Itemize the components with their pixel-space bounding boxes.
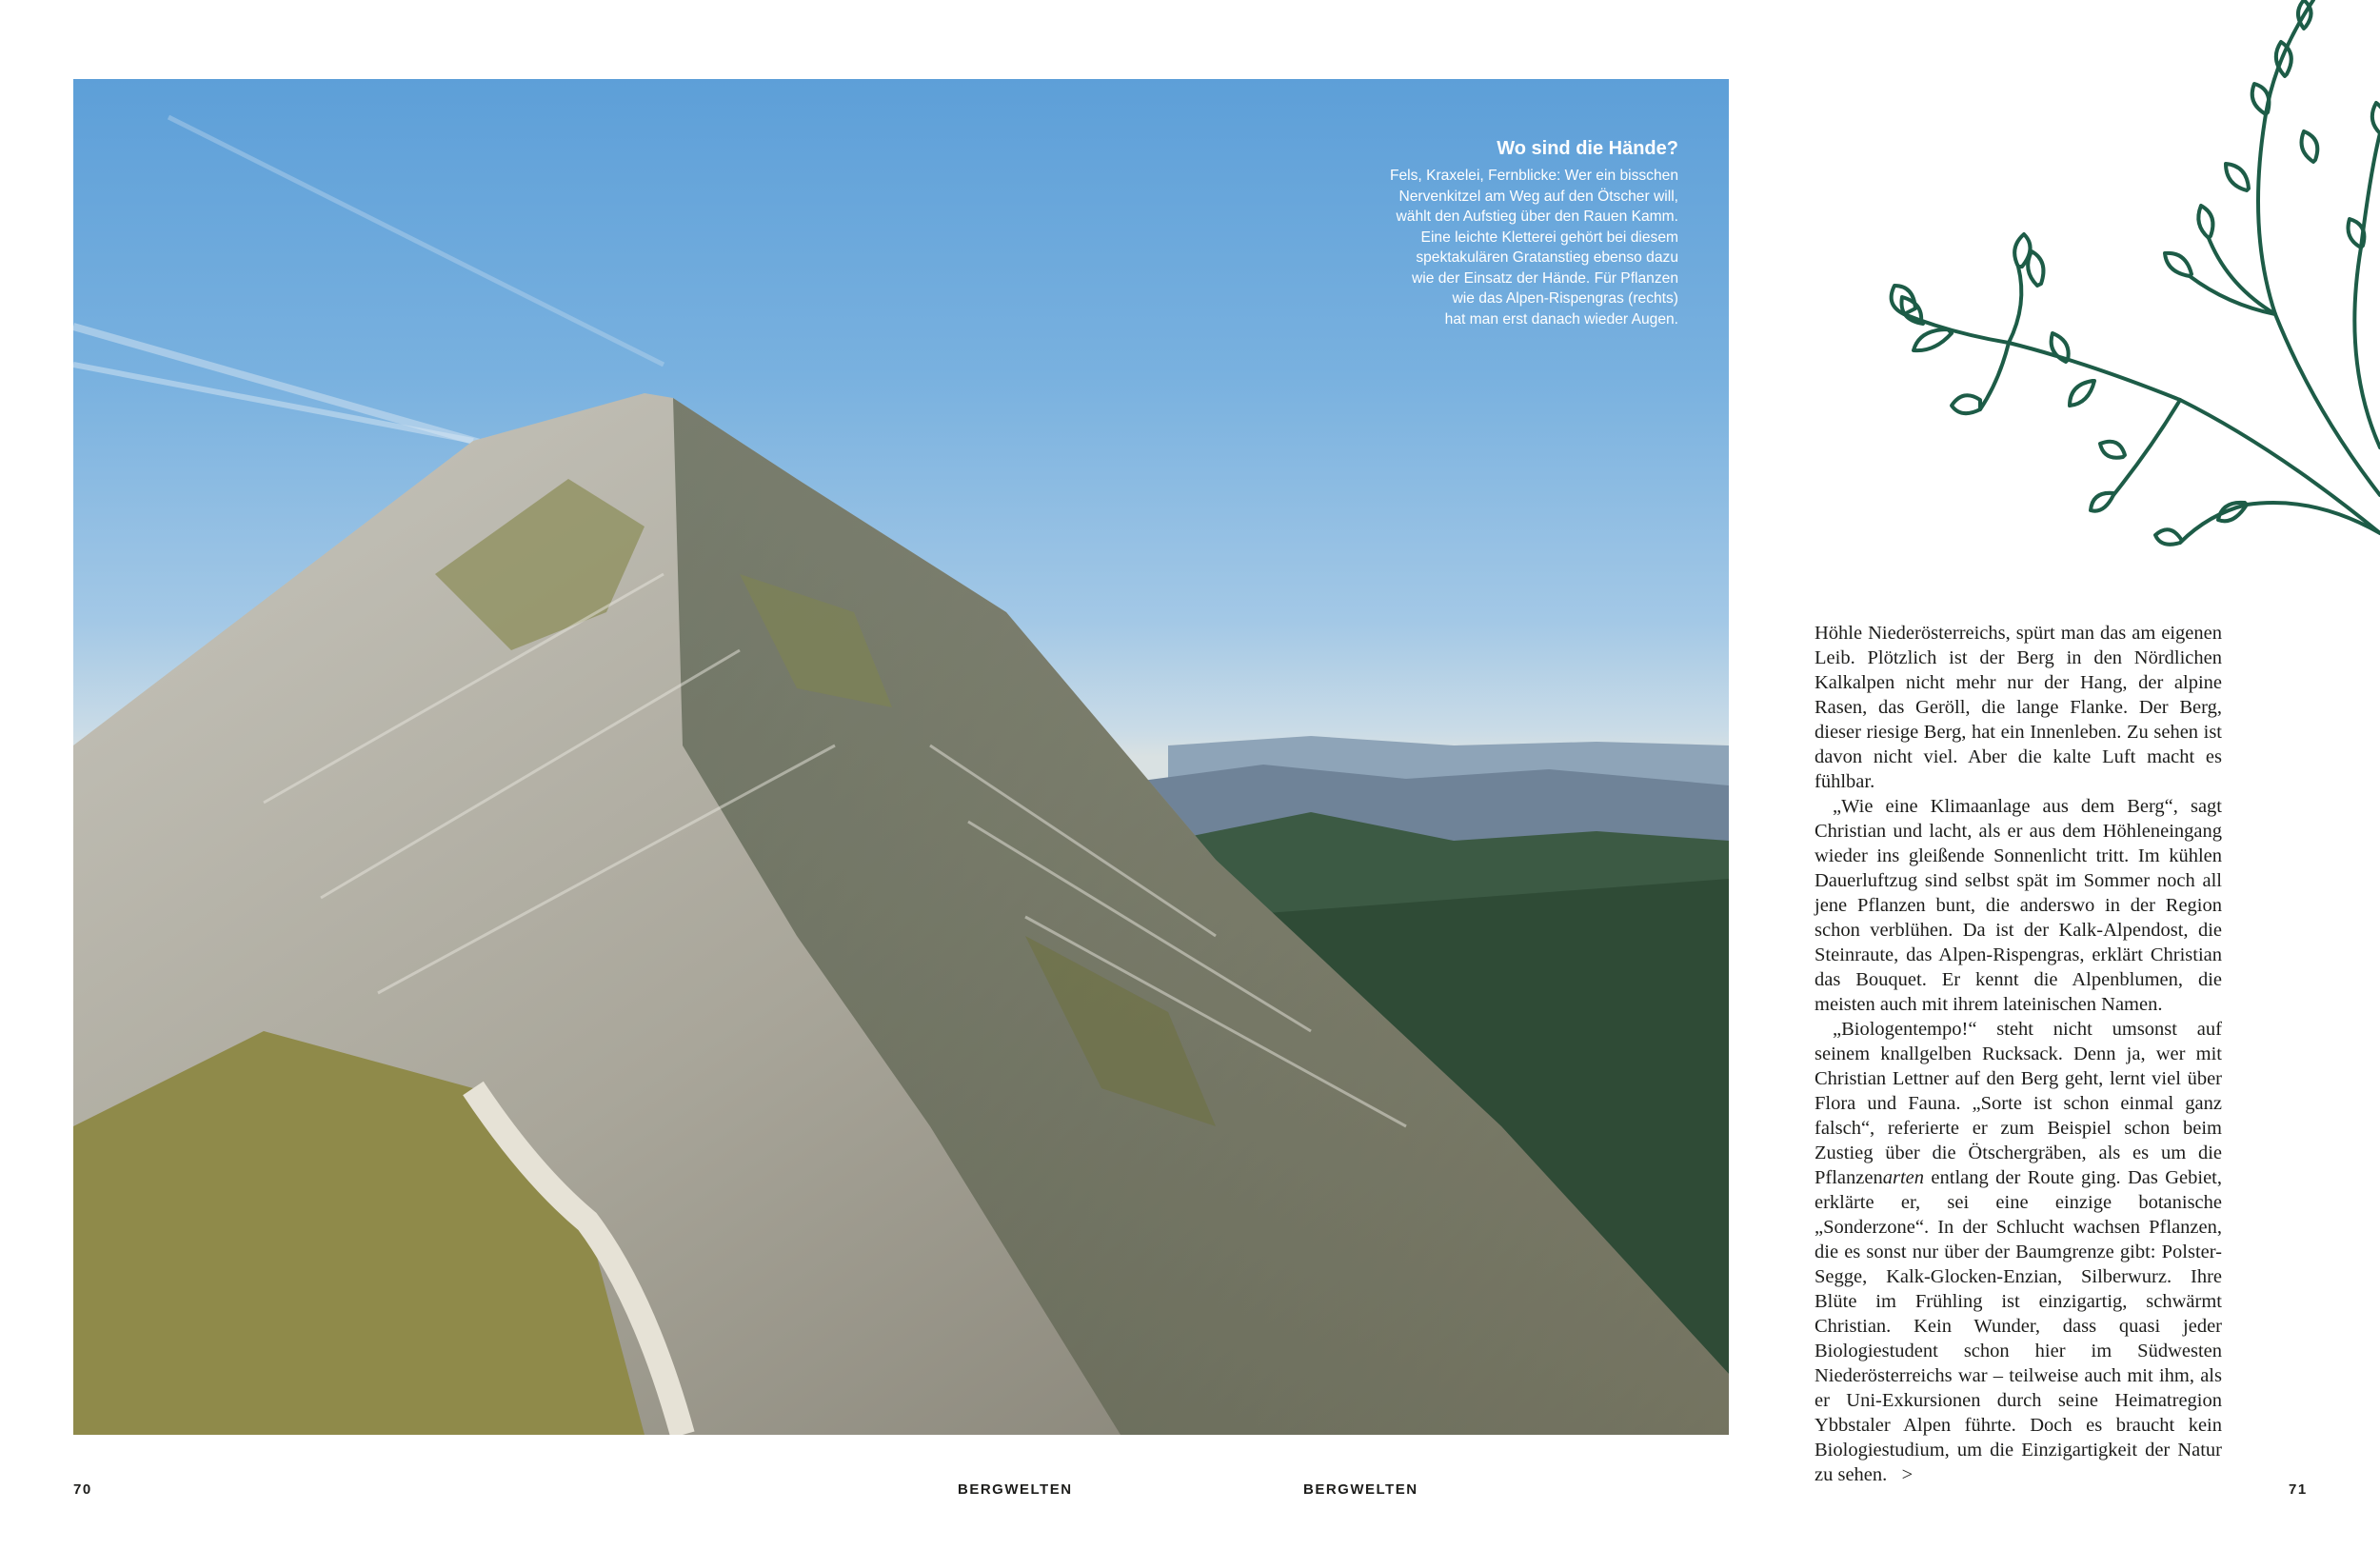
caption-line: Fels, Kraxelei, Fernblicke: Wer ein bisschen <box>1389 168 1678 184</box>
article-paragraph <box>1815 1017 2222 1487</box>
article-text: „Biologentempo!“ steht nicht umsonst auf seinem knallgelben Rucksack. Denn ja, wer mit Christian Lettner auf den Berg geht, lernt viel über Flora und Fauna. „Sorte ist schon einmal ganz falsch“, referierte er zum Beispiel schon beim Zustieg über die Ötschergräben, als es um die Pflanzen <box>1815 1019 2222 1188</box>
caption-line: wie der Einsatz der Hände. Für Pflanzen <box>1412 269 1678 287</box>
left-magazine-name: BERGWELTEN <box>958 1481 1073 1498</box>
caption-line: Eine leichte Kletterei gehört bei diesem <box>1420 229 1678 246</box>
article-emphasis: arten <box>1882 1167 1925 1188</box>
left-page-number: 70 <box>73 1481 92 1498</box>
caption-body <box>1279 166 1678 329</box>
caption-line: spektakulären Gratanstieg ebenso dazu <box>1416 249 1678 266</box>
article-text: entlang der Route ging. Das Gebiet, erklärte er, sei eine einzige botanische „Sonderzone“. In der Schlucht wachsen Pflanzen, die es sonst nur über der Baumgrenze gibt: Polster-Segge, Kalk-Glocken-Enzian, Silberwurz. Ihre Blüte im Frühling ist einzigartig, schwärmt Christian. Kein Wunder, dass quasi jeder Biologiestudent schon hier im Südwesten Niederösterreichs war – teilweise auch mit ihm, als er Uni-Exkursionen durch seine Heimatregion Ybbstaler Alpen führte. Doch es braucht kein Biologiestudium, um die Einzigartigkeit der Natur zu sehen. <box>1815 1167 2222 1485</box>
mountain-photo <box>73 79 1729 1435</box>
right-magazine-name: BERGWELTEN <box>1303 1481 1418 1498</box>
photo-caption <box>1279 138 1678 329</box>
caption-line: wie das Alpen-Rispengras (rechts) <box>1452 290 1678 307</box>
caption-line: wählt den Aufstieg über den Rauen Kamm. <box>1396 209 1678 225</box>
alpine-grass-illustration <box>1866 0 2380 590</box>
article-body <box>1815 621 2222 1487</box>
article-paragraph: „Wie eine Klimaanlage aus dem Berg“, sagt Christian und lacht, als er aus dem Höhleneingang wieder ins gleißende Sonnenlicht tritt. Im kühlen Dauerluftzug sind selbst spät im Sommer noch all jene Pflanzen bunt, die anderswo in der Region schon verblühen. Da ist der Kalk-Alpendost, die Steinraute, das Alpen-Rispengras, erklärt Christian das Bouquet. Er kennt die Alpenblumen, die meisten auch mit ihrem lateinischen Namen. <box>1815 796 2222 1015</box>
caption-title: Wo sind die Hände? <box>1497 138 1678 159</box>
continue-arrow: > <box>1901 1464 1914 1485</box>
article-paragraph: Höhle Niederösterreichs, spürt man das am eigenen Leib. Plötzlich ist der Berg in den Nördlichen Kalkalpen nicht mehr nur der Hang, der alpine Rasen, das Geröll, die lange Flanke. Der Berg, dieser riesige Berg, hat ein Innenleben. Zu sehen ist davon nicht viel. Aber die kalte Luft macht es fühlbar. <box>1815 623 2222 792</box>
right-page-number: 71 <box>2289 1481 2308 1498</box>
caption-line: Nervenkitzel am Weg auf den Ötscher will, <box>1398 188 1678 205</box>
caption-line: hat man erst danach wieder Augen. <box>1444 310 1678 328</box>
